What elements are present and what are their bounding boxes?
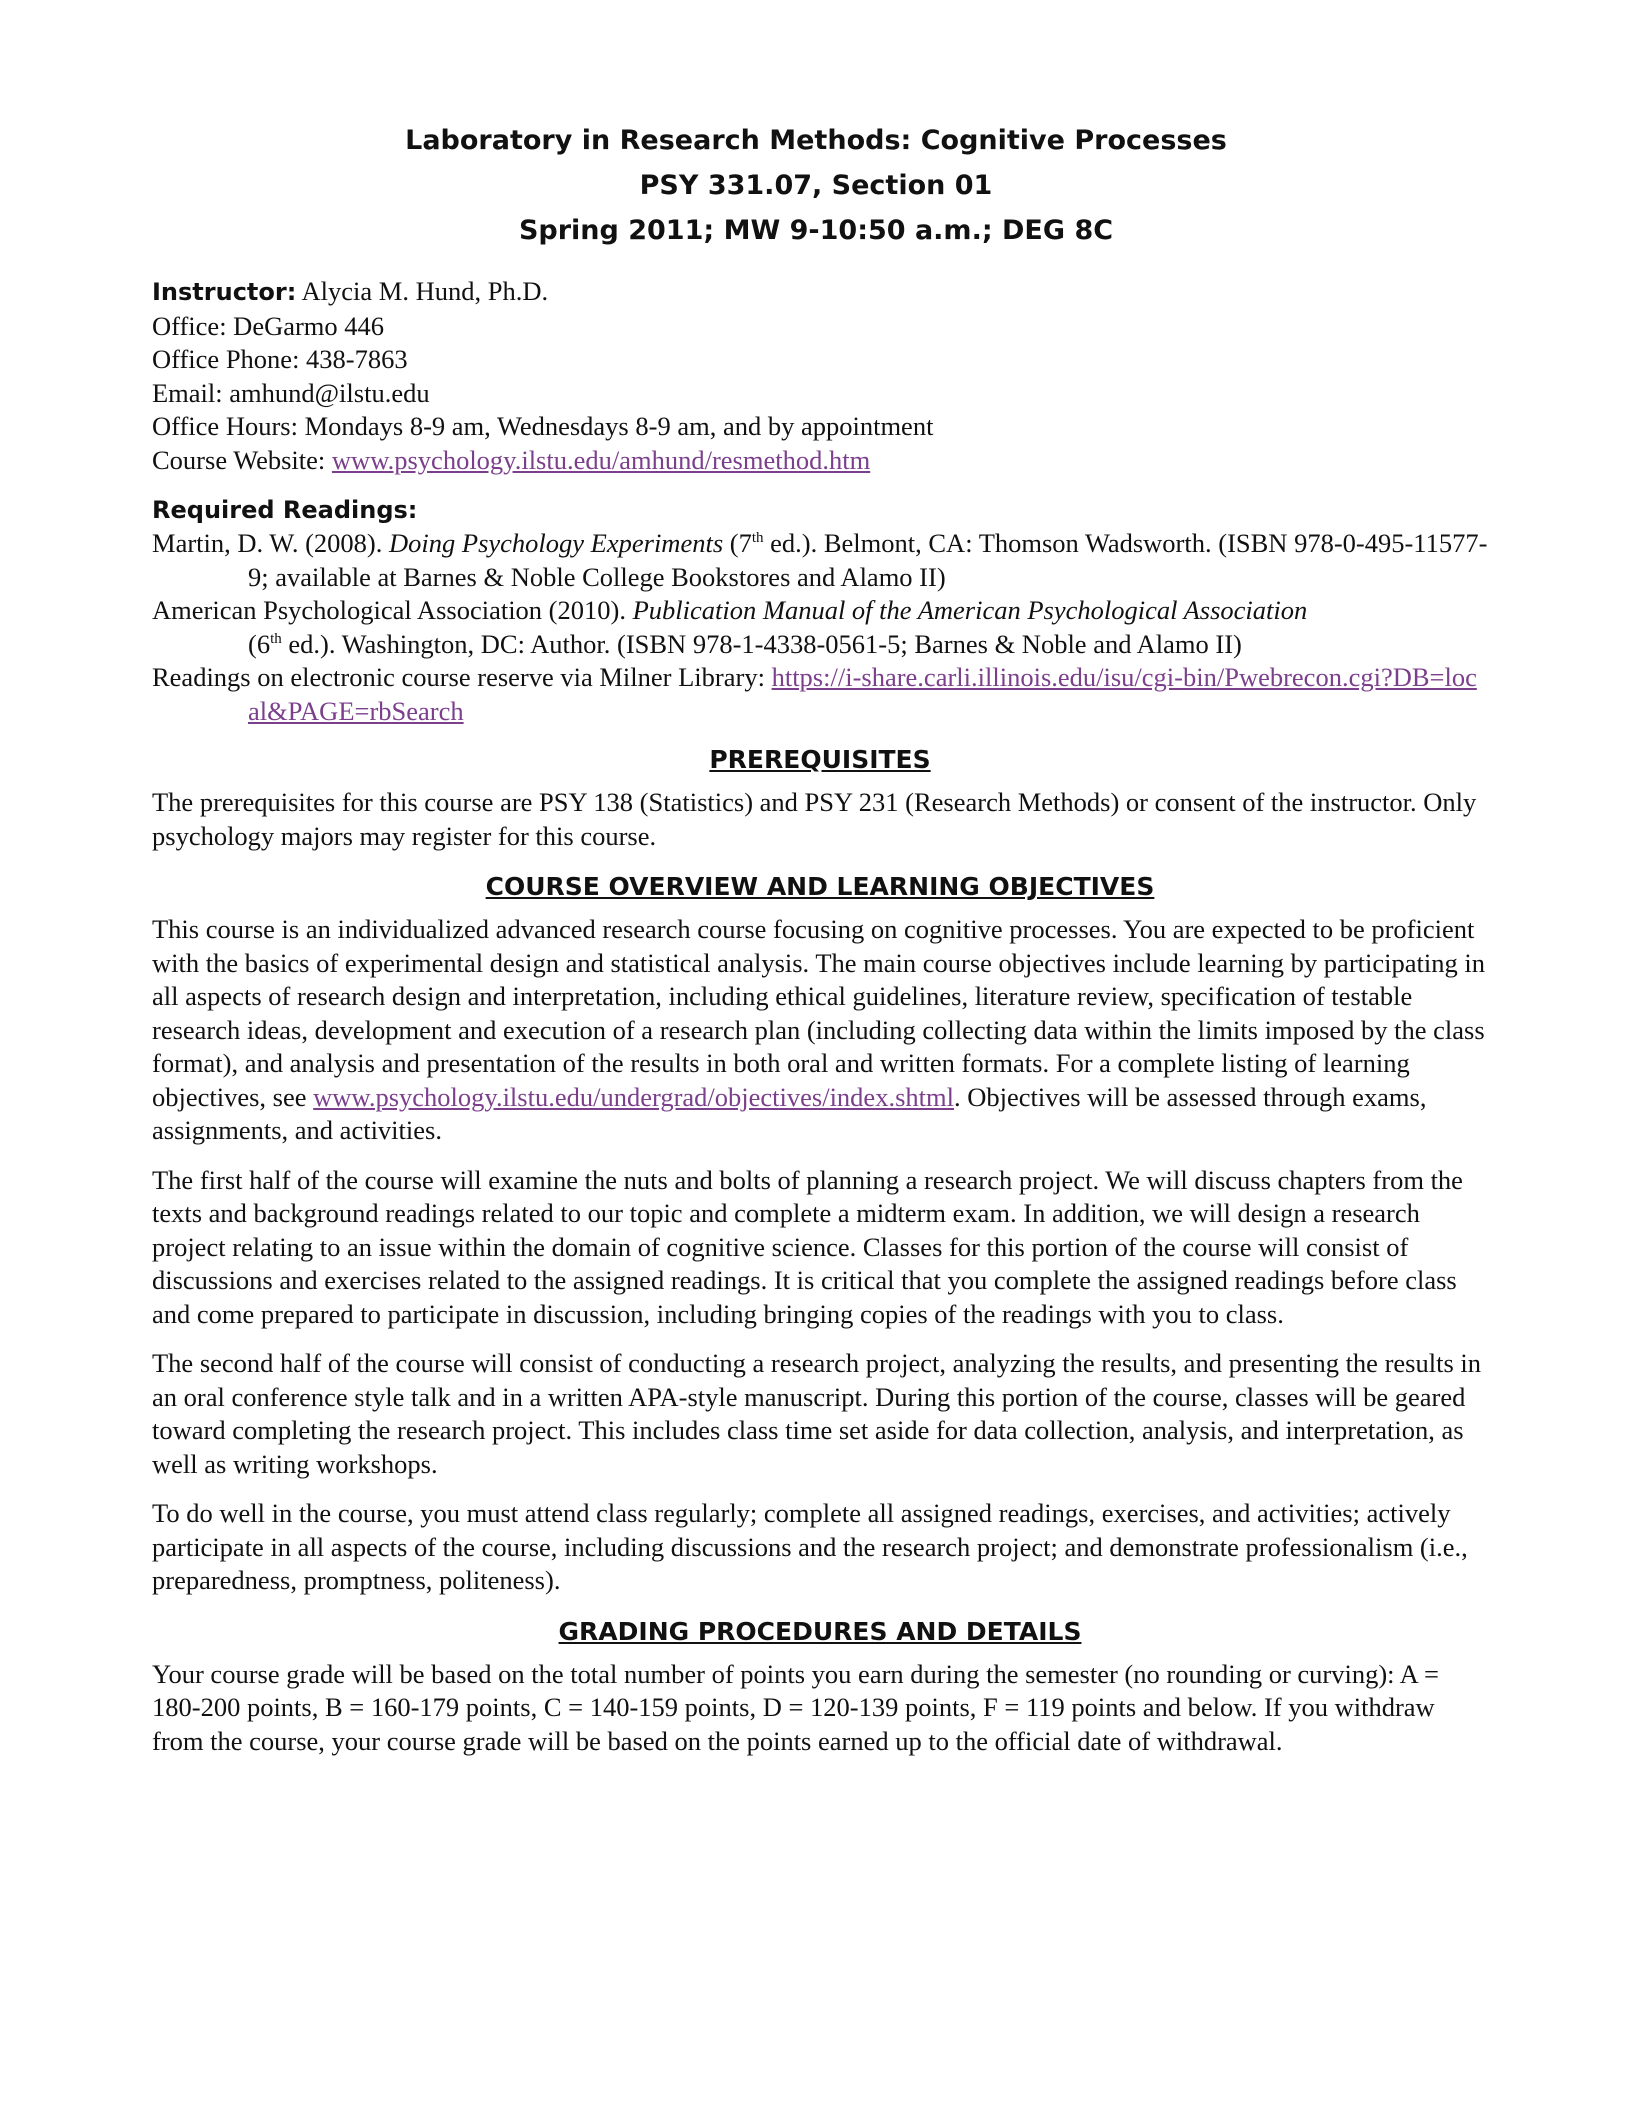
reading-martin-details: ed.). Belmont, CA: Thomson Wadsworth. (ISBN 978-0-495-11577-9; available at Barnes & Noble College Bookstores and Alamo II) — [248, 528, 1488, 592]
required-readings-block — [152, 493, 1488, 728]
instructor-name: Alycia M. Hund, Ph.D. — [301, 276, 549, 306]
overview-p1-text: This course is an individualized advanced research course focusing on cognitive processes. You are expected to be proficient with the basics of experimental design and statistical analysis. The main course objectives include learning by participating in all aspects of research design and interpretation, including ethical guidelines, literature review, specification of testable research ideas, development and execution of a research plan (including collecting data within the limits imposed by the class format), and analysis and presentation of the results in both oral and written formats. For a complete listing of learning objectives, see — [152, 914, 1485, 1112]
overview-heading: COURSE OVERVIEW AND LEARNING OBJECTIVES — [485, 872, 1155, 901]
reading-apa-edition: (6 — [248, 628, 271, 659]
reading-electronic-reserve — [152, 661, 1488, 728]
reading-reserve-link[interactable]: https://i-share.carli.illinois.edu/isu/cgi-bin/Pwebrecon.cgi?DB=local&PAGE=rbSearch — [248, 662, 1477, 726]
prerequisites-text: The prerequisites for this course are PSY 138 (Statistics) and PSY 231 (Research Methods) or consent of the instructor. Only psychology majors may register for this course. — [152, 787, 1477, 851]
overview-p1-after: . Objectives will be assessed through exams, assignments, and activities. — [152, 1081, 1427, 1145]
reading-apa-details: ed.). Washington, DC: Author. (ISBN 978-1-4338-0561-5; Barnes & Noble and Alamo II) — [281, 628, 1242, 659]
course-code: PSY 331.07, Section 01 — [639, 170, 993, 201]
overview-paragraph-3: The second half of the course will consist of conducting a research project, analyzing the results, and presenting the results in an oral conference style talk and in a written APA-style manuscript. During this portion of the course, classes will be geared toward completing the research project. This includes class time set aside for data collection, analysis, and interpretation, as well as writing workshops. — [152, 1348, 1481, 1479]
syllabus-page — [152, 118, 1488, 1758]
overview-paragraph-1 — [152, 913, 1488, 1148]
instructor-email: Email: amhund@ilstu.edu — [152, 377, 430, 408]
reading-apa-edition-sup: th — [270, 630, 282, 647]
grading-text: Your course grade will be based on the total number of points you earn during the semester (no rounding or curving): A = 180-200 points, B = 160-179 points, C = 140-159 points, D = 120-139 points, F = 119 points and below. If you withdraw from the course, your course grade will be based on the points earned up to the official date of withdrawal. — [152, 1658, 1439, 1756]
course-website-line — [152, 444, 1488, 478]
overview-paragraph-4: To do well in the course, you must attend class regularly; complete all assigned readings, exercises, and activities; actively participate in all aspects of the course, including discussions and the research project; and demonstrate professionalism (i.e., preparedness, promptness, politeness). — [152, 1498, 1468, 1595]
course-title-block — [144, 118, 1488, 253]
learning-objectives-link[interactable]: www.psychology.ilstu.edu/undergrad/objectives/index.shtml — [313, 1081, 954, 1112]
course-website-label: Course Website: — [152, 444, 332, 475]
course-title: Laboratory in Research Methods: Cognitive Processes — [405, 125, 1227, 156]
grading-heading: GRADING PROCEDURES AND DETAILS — [558, 1616, 1082, 1646]
instructor-line — [152, 275, 1488, 310]
reading-martin — [152, 527, 1488, 594]
reading-apa-title: Publication Manual of the American Psychological Association — [632, 595, 1308, 625]
overview-paragraph-2: The first half of the course will examine the nuts and bolts of planning a research project. We will discuss chapters from the texts and background readings related to our topic and complete a midterm exam. In addition, we will design a research project relating to an issue within the domain of cognitive science. Classes for this portion of the course will consist of discussions and exercises related to the assigned readings. It is critical that you complete the assigned readings before class and come prepared to participate in discussion, including bringing copies of the readings with you to class. — [152, 1164, 1463, 1329]
reading-apa-author: American Psychological Association (2010). — [152, 595, 633, 625]
reading-martin-edition-sup: th — [751, 530, 764, 547]
prerequisites-heading: PREREQUISITES — [709, 745, 931, 774]
instructor-block — [152, 275, 1488, 477]
reading-martin-edition: (7 — [723, 528, 752, 558]
instructor-office: Office: DeGarmo 446 — [152, 310, 385, 341]
reading-martin-title: Doing Psychology Experiments — [389, 528, 724, 558]
course-website-link[interactable]: www.psychology.ilstu.edu/amhund/resmethod.htm — [331, 444, 871, 475]
reading-reserve-text: Readings on electronic course reserve via Milner Library: — [152, 662, 772, 692]
reading-martin-author: Martin, D. W. (2008). — [152, 528, 390, 558]
instructor-office-hours: Office Hours: Mondays 8-9 am, Wednesdays 8-9 am, and by appointment — [152, 411, 934, 441]
instructor-phone: Office Phone: 438-7863 — [152, 344, 408, 374]
reading-apa — [152, 594, 1488, 661]
instructor-label: Instructor: — [152, 278, 297, 306]
required-readings-label: Required Readings: — [152, 496, 418, 524]
course-schedule: Spring 2011; MW 9-10:50 a.m.; DEG 8C — [518, 215, 1114, 246]
